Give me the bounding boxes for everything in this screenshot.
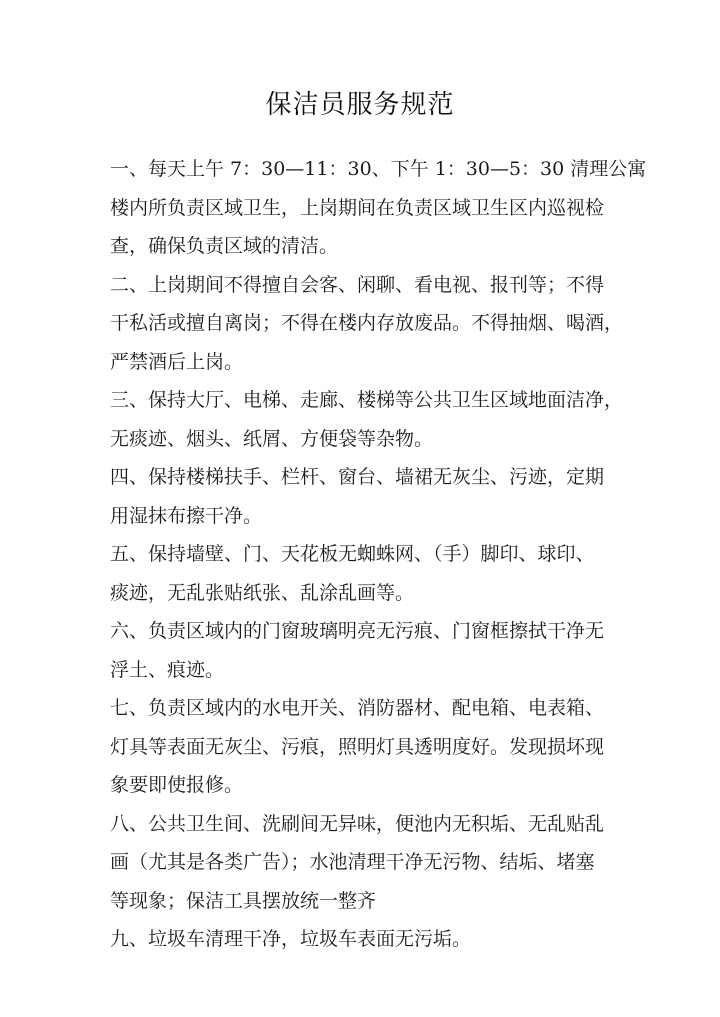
- text-line: 干私活或擅自离岗；不得在楼内存放废品。不得抽烟、喝酒，: [110, 312, 624, 334]
- document-body: [110, 150, 647, 959]
- text-line: 无痰迹、烟头、纸屑、方便袋等杂物。: [110, 427, 434, 450]
- text-line: 灯具等表面无灰尘、污痕，照明灯具透明度好。发现损坏现: [110, 735, 605, 758]
- text-line: 痰迹，无乱张贴纸张、乱涂乱画等。: [110, 581, 415, 604]
- text-line: 七、负责区域内的水电开关、消防器材、配电箱、电表箱、: [110, 697, 605, 719]
- text-line: 等现象；保洁工具摆放统一整齐: [110, 889, 377, 912]
- text-line: 四、保持楼梯扶手、栏杆、窗台、墙裙无灰尘、污迹，定期: [110, 466, 605, 488]
- text-line: 五、保持墙壁、门、天花板无蜘蛛网、（手）脚印、球印、: [110, 543, 595, 565]
- text-line: 八、公共卫生间、洗刷间无异味，便池内无积垢、无乱贴乱: [110, 812, 605, 835]
- text-line: 九、垃圾车清理干净，垃圾车表面无污垢。: [110, 928, 472, 950]
- document-title: 保洁员服务规范: [265, 90, 455, 120]
- text-line: 严禁酒后上岗。: [110, 350, 244, 373]
- text-line: 一、每天上午 7：30—11：30、下午 1：30—5：30 清理公寓: [110, 158, 647, 180]
- text-line: 查，确保负责区域的清洁。: [110, 235, 339, 257]
- text-line: 楼内所负责区域卫生，上岗期间在负责区域卫生区内巡视检: [110, 196, 605, 219]
- text-line: 象要即使报修。: [110, 774, 244, 796]
- text-line: 用湿抹布擦干净。: [110, 504, 263, 527]
- text-line: 浮土、痕迹。: [110, 658, 225, 681]
- text-line: 三、保持大厅、电梯、走廊、楼梯等公共卫生区域地面洁净，: [110, 389, 624, 411]
- text-line: 六、负责区域内的门窗玻璃明亮无污痕、门窗框擦拭干净无: [110, 620, 605, 642]
- text-line: 画（尤其是各类广告）；水池清理干净无污物、结垢、堵塞: [110, 851, 595, 873]
- text-line: 二、上岗期间不得擅自会客、闲聊、看电视、报刊等；不得: [110, 273, 605, 296]
